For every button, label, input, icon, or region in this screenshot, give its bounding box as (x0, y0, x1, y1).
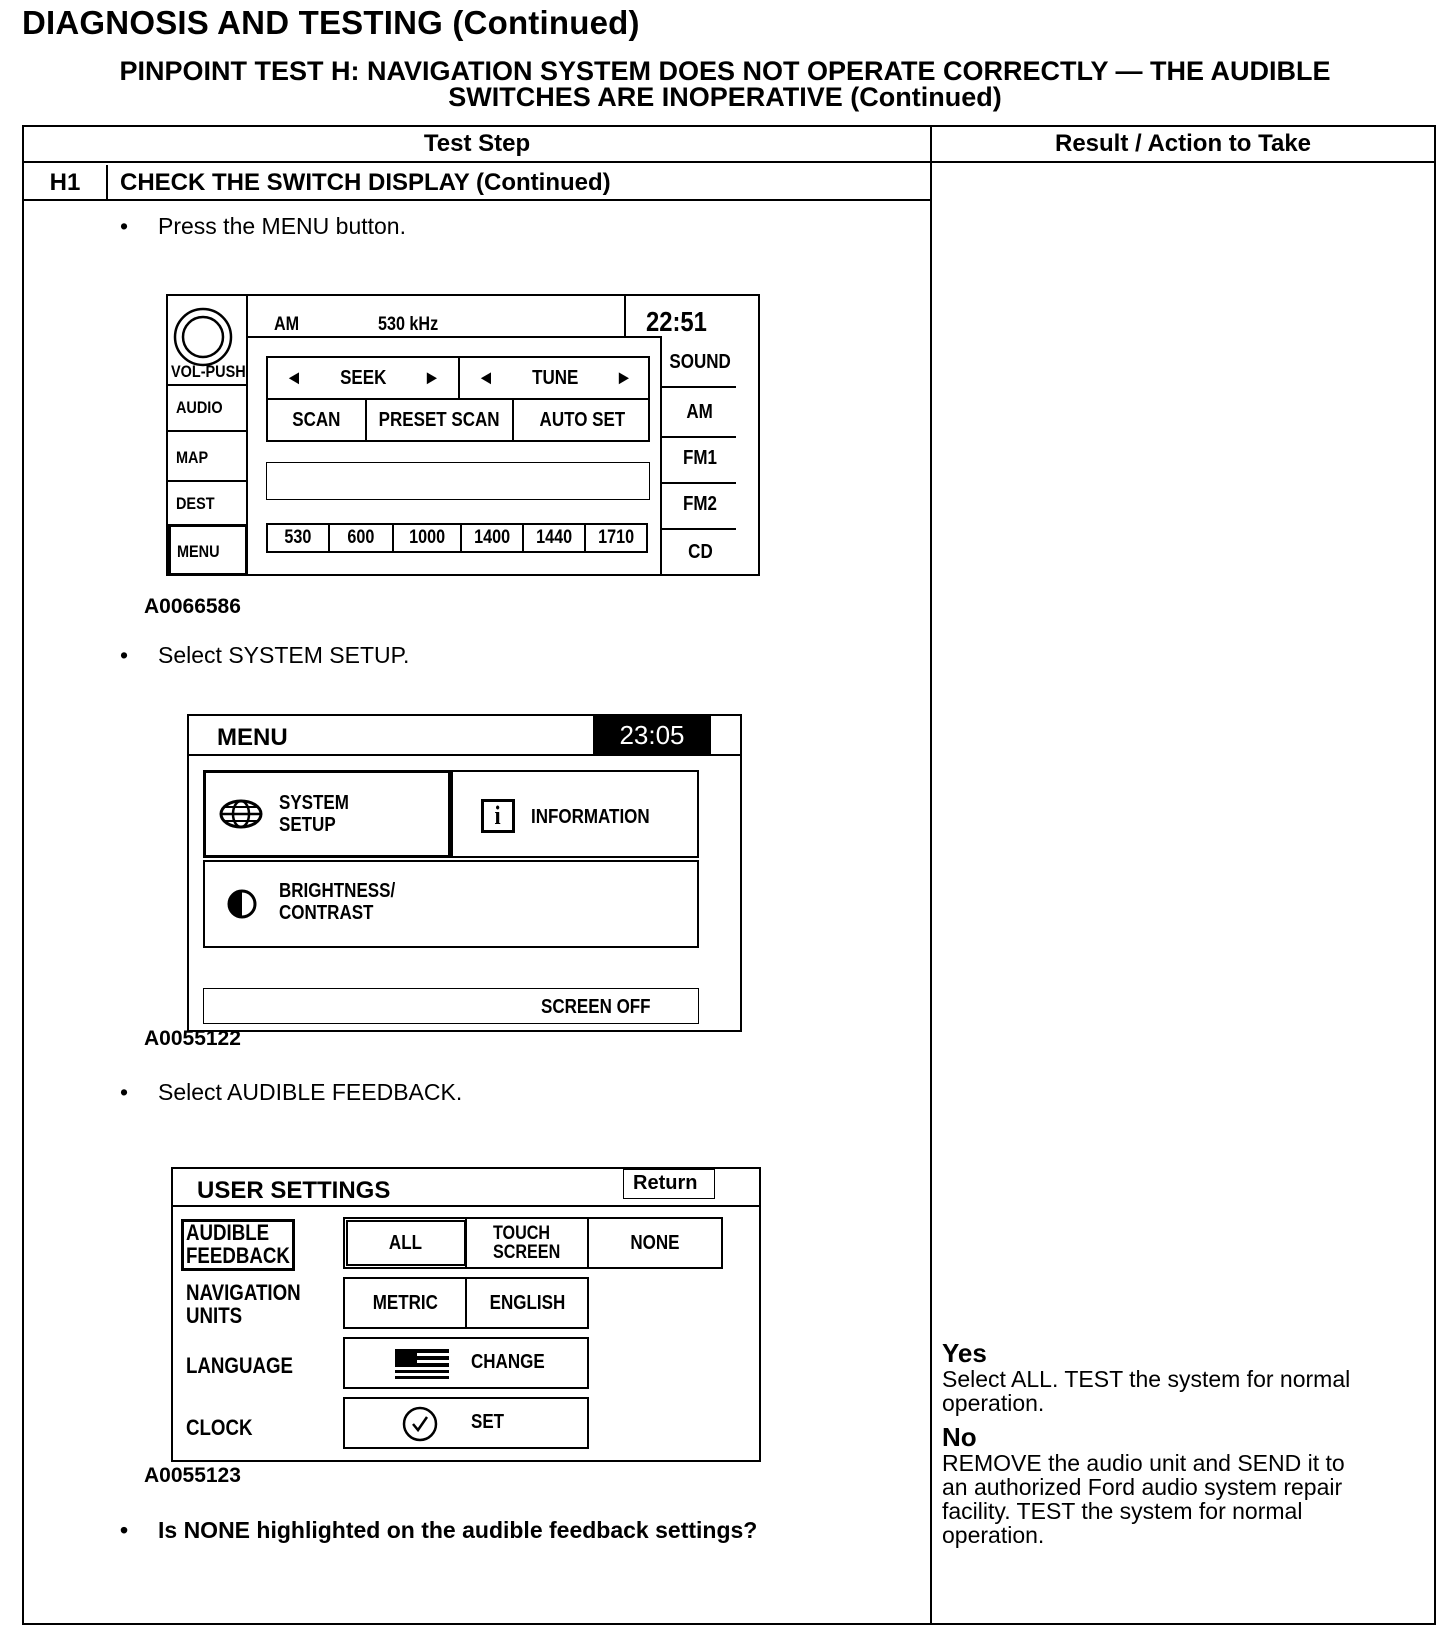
tune-control[interactable] (460, 358, 650, 398)
divider (189, 754, 740, 756)
dest-button-label[interactable]: DEST (176, 494, 215, 513)
yes-label: Yes (942, 1338, 987, 1368)
clock-set-button[interactable] (343, 1397, 589, 1449)
sound-button[interactable]: SOUND (669, 350, 731, 373)
audible-all-option[interactable]: ALL (345, 1219, 467, 1267)
audio-button-label: AUDIO (176, 398, 223, 417)
subtitle-line-2: SWITCHES ARE INOPERATIVE (Continued) (448, 82, 1002, 112)
metric-option[interactable]: METRIC (345, 1279, 467, 1327)
figure-id-1: A0066586 (144, 595, 241, 618)
bullet-dot: • (120, 1079, 129, 1105)
brightness-contrast-label: BRIGHTNESS/ CONTRAST (279, 880, 396, 924)
scan-button[interactable]: SCAN (292, 408, 341, 431)
station-info-display (266, 462, 650, 500)
volume-knob-icon (172, 306, 234, 368)
menu-clock: 23:05 (593, 716, 711, 754)
clock-time: 22:51 (646, 306, 707, 337)
brightness-icon (226, 888, 258, 920)
fm2-button[interactable]: FM2 (683, 492, 717, 515)
pinpoint-test-title (60, 58, 1390, 110)
audible-none-option[interactable]: NONE (630, 1231, 680, 1254)
divider (624, 294, 626, 336)
tune-label: TUNE (531, 366, 579, 389)
menu-title: MENU (217, 724, 288, 751)
bullet-dot: • (120, 1517, 129, 1543)
page-title: DIAGNOSIS AND TESTING (Continued) (22, 4, 640, 41)
bullet-dot: • (120, 642, 129, 668)
no-text-line-1: REMOVE the audio unit and SEND it to (942, 1450, 1345, 1476)
divider (660, 386, 736, 388)
yes-text-line-1: Select ALL. TEST the system for normal (942, 1366, 1351, 1392)
radio-screen-figure (166, 294, 760, 576)
column-header-test-step: Test Step (423, 130, 531, 157)
step-id: H1 (24, 165, 108, 201)
divider (248, 336, 660, 338)
us-flag-icon (395, 1349, 449, 1379)
figure-id-3: A0055123 (144, 1464, 241, 1487)
clock-label: CLOCK (186, 1415, 253, 1440)
seek-left-arrow-icon[interactable]: ◄ (285, 366, 303, 389)
set-label: SET (471, 1411, 505, 1433)
preset-button-2[interactable]: 600 (330, 525, 394, 551)
brightness-contrast-button[interactable] (203, 860, 699, 948)
subtitle-line-1: PINPOINT TEST H: NAVIGATION SYSTEM DOES NOT OPERATE CORRECTLY — THE AUDIBLE (119, 56, 1331, 86)
audible-touch-screen-option[interactable]: TOUCH SCREEN (467, 1219, 589, 1267)
tune-left-arrow-icon[interactable]: ◄ (477, 366, 495, 389)
menu-screen-figure (187, 714, 742, 1032)
preset-button-1[interactable]: 530 (268, 525, 330, 551)
navigation-units-label: NAVIGATION UNITS (186, 1280, 301, 1328)
instruction-text: Select AUDIBLE FEEDBACK. (158, 1079, 463, 1105)
band-label: AM (274, 314, 300, 335)
menu-button-label: MENU (177, 542, 220, 561)
language-label: LANGUAGE (186, 1353, 294, 1378)
seek-right-arrow-icon[interactable]: ► (423, 366, 441, 389)
question-text: Is NONE highlighted on the audible feedback settings? (158, 1517, 758, 1543)
figure-id-2: A0055122 (144, 1027, 241, 1050)
instruction-text: Press the MENU button. (158, 213, 406, 239)
result-yes (942, 1339, 1350, 1415)
bullet-dot: • (120, 213, 129, 239)
cd-button[interactable]: CD (687, 540, 713, 563)
language-change-button[interactable] (343, 1337, 589, 1389)
pinpoint-test-table (22, 125, 1436, 1625)
preset-scan-button[interactable]: PRESET SCAN (379, 408, 500, 431)
yes-text-line-2: operation. (942, 1390, 1045, 1416)
instruction-text: Select SYSTEM SETUP. (158, 642, 410, 668)
information-label: INFORMATION (531, 806, 650, 828)
frequency-label: 530 kHz (378, 314, 439, 335)
no-text-line-3: facility. TEST the system for normal (942, 1498, 1303, 1524)
preset-button-6[interactable]: 1710 (598, 527, 634, 548)
clock-icon (401, 1405, 439, 1443)
globe-icon (219, 798, 263, 830)
system-setup-label: SYSTEM SETUP (279, 792, 349, 836)
audible-feedback-label: AUDIBLE FEEDBACK (186, 1220, 290, 1268)
am-button[interactable]: AM (686, 400, 714, 423)
seek-control[interactable] (268, 358, 458, 398)
tune-right-arrow-icon[interactable]: ► (615, 366, 633, 389)
step-divider (24, 199, 930, 201)
english-option[interactable]: ENGLISH (489, 1291, 565, 1314)
map-button-label[interactable]: MAP (176, 448, 209, 467)
divider (173, 1205, 759, 1207)
preset-button-3[interactable]: 1000 (394, 525, 462, 551)
preset-button-4[interactable]: 1400 (462, 525, 524, 551)
screen-off-label: SCREEN OFF (541, 996, 651, 1018)
change-label: CHANGE (471, 1351, 545, 1373)
column-header-result: Result / Action to Take (1054, 130, 1312, 157)
auto-set-button[interactable]: AUTO SET (539, 408, 625, 431)
divider (168, 480, 248, 482)
no-text-line-4: operation. (942, 1522, 1045, 1548)
preset-button-5[interactable]: 1440 (524, 525, 586, 551)
column-divider (930, 127, 932, 1623)
header-divider (24, 161, 1434, 163)
no-label: No (942, 1422, 977, 1452)
seek-label: SEEK (339, 366, 387, 389)
step-title: CHECK THE SWITCH DISPLAY (Continued) (120, 169, 611, 196)
user-settings-title: USER SETTINGS (197, 1177, 391, 1204)
result-no (942, 1423, 1345, 1547)
return-label: Return (633, 1172, 698, 1194)
user-settings-figure (171, 1167, 761, 1462)
vol-push-label: VOL-PUSH (171, 362, 246, 381)
no-text-line-2: an authorized Ford audio system repair (942, 1474, 1343, 1500)
fm1-button[interactable]: FM1 (683, 446, 717, 469)
information-icon: i (481, 799, 515, 833)
